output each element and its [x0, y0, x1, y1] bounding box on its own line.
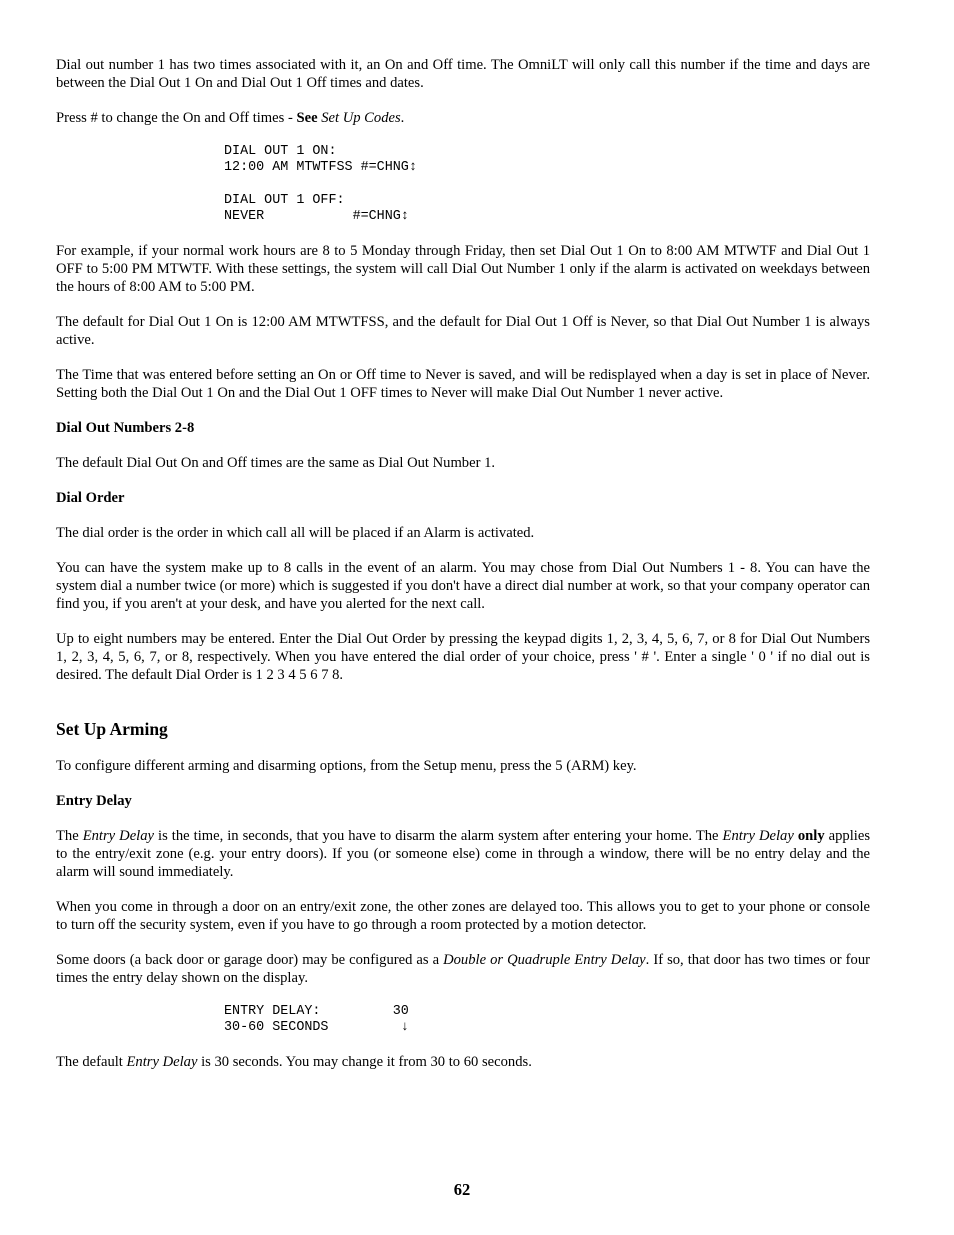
display-line: 30-60 SECONDS ↓ — [224, 1020, 409, 1035]
display-line: NEVER #=CHNG↕ — [224, 209, 409, 224]
text-run: . If so, that door has two times or four times the entry delay shown on the display. — [56, 952, 870, 986]
paragraph-example: For example, if your normal work hours are 8 to 5 Monday through Friday, then set Dial Out 1 On to 8:00 AM MTWTF and Dial Out 1 OFF to 5:00 PM MTWTF. With these settings, the system will call Dial Out Number 1 only if the alarm is activated on weekdays between the hours of 8:00 AM to 5:00 PM. — [56, 243, 870, 295]
text-run: Press # to change the On and Off times - — [56, 110, 297, 126]
paragraph-default-2-8: The default Dial Out On and Off times are the same as Dial Out Number 1. — [56, 455, 496, 471]
page-number: 62 — [453, 1180, 471, 1199]
paragraph-entry-delay-def — [56, 827, 870, 881]
paragraph-entry-exit-zone: When you come in through a door on an entry/exit zone, the other zones are delayed too. This allows you to get to your phone or console to turn off the security system, even if you have to go through a room protected by a motion detector. — [56, 899, 870, 933]
paragraph-never: The Time that was entered before setting an On or Off time to Never is saved, and will be redisplayed when a day is set in place of Never. Setting both the Dial Out 1 On and the Dial Out 1 OFF times to Never will make Dial Out Number 1 never active. — [56, 367, 870, 401]
heading-entry-delay: Entry Delay — [56, 793, 132, 809]
display-dial-out-on — [56, 144, 870, 176]
paragraph-default: The default for Dial Out 1 On is 12:00 AM MTWTFSS, and the default for Dial Out 1 Off is Never, so that Dial Out Number 1 is always active. — [56, 314, 870, 348]
page-content — [56, 56, 870, 1088]
paragraph-arming-intro: To configure different arming and disarming options, from the Setup menu, press the 5 (ARM) key. — [56, 758, 637, 774]
paragraph-entry-delay-default — [56, 1053, 870, 1071]
entry-delay-term: Entry Delay — [722, 828, 794, 844]
paragraph-dial-order-calls: You can have the system make up to 8 calls in the event of an alarm. You may chose from Dial Out Numbers 1 - 8. You can have the system dial a number twice (or more) which is suggested if you don't have a direct dial number at work, so that your company operator can find you, if you aren't at your desk, and have you alerted for the next call. — [56, 560, 870, 612]
text-run: applies to the entry/exit zone (e.g. your entry doors). If you (or someone else) come in through a window, there will be no entry delay and the alarm will sound immediately. — [56, 828, 870, 880]
display-dial-out-off — [56, 193, 870, 225]
text-run: The default — [56, 1054, 127, 1070]
text-run: Some doors (a back door or garage door) may be configured as a — [56, 952, 444, 968]
entry-delay-term: Entry Delay — [126, 1054, 198, 1070]
paragraph-press-hash — [56, 109, 870, 127]
text-run: is the time, in seconds, that you have to disarm the alarm system after entering your home. The — [154, 828, 723, 844]
paragraph-dial-out-1-intro: Dial out number 1 has two times associated with it, an On and Off time. The OmniLT will only call this number if the time and days are between the Dial Out 1 On and Dial Out 1 Off times and dates. — [56, 57, 870, 91]
text-run: . — [400, 110, 405, 126]
heading-set-up-arming: Set Up Arming — [56, 719, 168, 739]
heading-dial-out-numbers-2-8: Dial Out Numbers 2-8 — [56, 420, 195, 436]
double-quadruple-term: Double or Quadruple Entry Delay — [443, 952, 646, 968]
paragraph-dial-order-intro: The dial order is the order in which call all will be placed if an Alarm is activated. — [56, 525, 535, 541]
set-up-codes-ref: Set Up Codes — [321, 110, 401, 126]
text-run: The — [56, 828, 83, 844]
heading-dial-order: Dial Order — [56, 490, 125, 506]
entry-delay-term: Entry Delay — [82, 828, 155, 844]
display-line: ENTRY DELAY: 30 — [224, 1004, 409, 1019]
display-line: DIAL OUT 1 OFF: — [224, 193, 345, 208]
display-line: DIAL OUT 1 ON: — [224, 144, 337, 159]
display-entry-delay — [56, 1004, 870, 1036]
paragraph-dial-order-entry: Up to eight numbers may be entered. Enter the Dial Out Order by pressing the keypad digits 1, 2, 3, 4, 5, 6, 7, or 8 for Dial Out Numbers 1, 2, 3, 4, 5, 6, 7, or 8, respectively. When you have entered the dial order of your choice, press ' # '. Enter a single ' 0 ' if no dial out is desired. The default Dial Order is 1 2 3 4 5 6 7 8. — [56, 631, 870, 683]
display-line: 12:00 AM MTWTFSS #=CHNG↕ — [224, 160, 417, 175]
see-bold: See — [296, 110, 318, 126]
text-run: is 30 seconds. You may change it from 30 to 60 seconds. — [197, 1054, 532, 1070]
paragraph-double-delay — [56, 951, 870, 987]
only-bold: only — [797, 828, 825, 844]
